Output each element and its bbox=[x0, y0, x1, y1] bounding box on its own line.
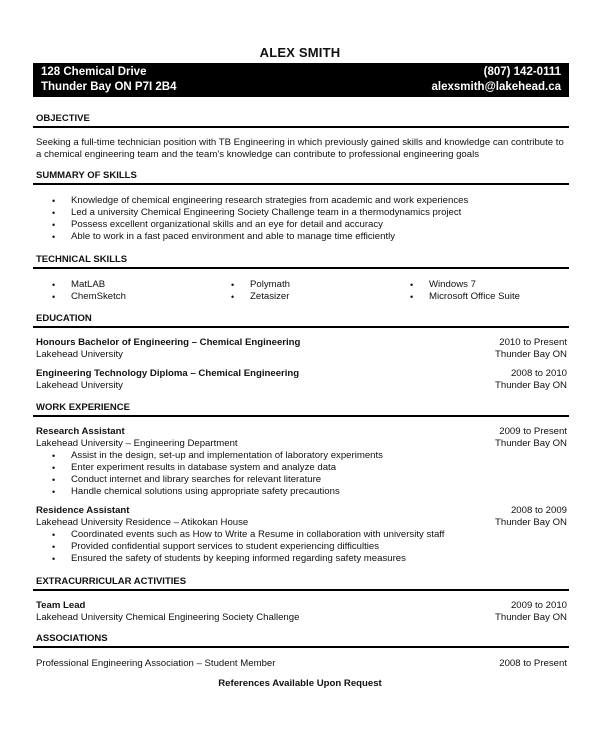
bullet-icon: • bbox=[410, 292, 414, 302]
degree-title: Honours Bachelor of Engineering – Chemical Engineering bbox=[36, 337, 301, 348]
bullet-icon: • bbox=[52, 475, 56, 485]
education-location: Thunder Bay ON bbox=[495, 380, 567, 391]
work-heading: WORK EXPERIENCE bbox=[36, 402, 130, 413]
job-role: Residence Assistant bbox=[36, 505, 130, 516]
section-divider bbox=[33, 415, 569, 417]
email-address: alexsmith@lakehead.ca bbox=[431, 81, 561, 93]
resume-page: ALEX SMITH 128 Chemical Drive Thunder Bay ON P7I 2B4 (807) 142-0111 alexsmith@lakehead.ca OBJECTIVE Seeking a full-time technician position with TB Engineering in which previously gained skills and knowledge can contribute to a chemical engineering team and the team’s knowledge can contribute to professional engineering goals SUMMARY OF SKILLS • Knowledge of chemical engineering research strategies from academic and work experiences • Led a university Chemical Engineering Society Challenge team in a thermodynamics project • Possess excellent organizational skills and an eye for detail and accuracy • Able to work in a fast paced environment and able to manage time efficiently TECHNICAL SKILLS • MatLAB • ChemSketch • Polymath • Zetasizer • Windows 7 • Microsoft Office Suite EDUCATION Honours Bachelor of Engineering – Chemical Engineering 2010 to Present Lakehead University Thunder Bay ON Engineering Technology Diploma – Chemical Engineering 2008 to 2010 Lakehead University Thunder Bay ON WORK EXPERIENCE Research Assistant 2009 to Present Lakehead University – Engineering Department Thunder Bay ON • Assist in the design, set-up and implementation of laboratory experiments • Enter experiment results in database system and analyze data • Conduct internet and library searches for relevant literature • Handle chemical solutions using appropriate safety precautions Residence Assistant 2008 to 2009 Lakehead University Residence – Atikokan House Thunder Bay ON • Coordinated events such as How to Write a Resume in collaboration with university staff • Provided confidential support services to student experiencing difficulties • Ensured the safety of students by keeping informed regarding safety measures EXTRACURRICULAR ACTIVITIES Team Lead 2009 to 2010 Lakehead University Chemical Engineering Society Challenge Thunder Bay ON ASSOCIATIONS Professional Engineering Association – Student Member 2008 to Present References Available Upon Request bbox=[0, 0, 600, 730]
bullet-icon: • bbox=[52, 220, 56, 230]
address-line-2: Thunder Bay ON P7I 2B4 bbox=[41, 81, 177, 93]
job-location: Thunder Bay ON bbox=[495, 517, 567, 528]
bullet-icon: • bbox=[52, 530, 56, 540]
job-location: Thunder Bay ON bbox=[495, 438, 567, 449]
school-name: Lakehead University bbox=[36, 349, 123, 360]
bullet-icon: • bbox=[52, 451, 56, 461]
bullet-icon: • bbox=[231, 292, 235, 302]
section-divider bbox=[33, 267, 569, 269]
summary-heading: SUMMARY OF SKILLS bbox=[36, 170, 137, 181]
section-divider bbox=[33, 589, 569, 591]
bullet-icon: • bbox=[231, 280, 235, 290]
section-divider bbox=[33, 646, 569, 648]
education-heading: EDUCATION bbox=[36, 313, 92, 324]
extracurricular-heading: EXTRACURRICULAR ACTIVITIES bbox=[36, 576, 187, 587]
bullet-icon: • bbox=[52, 208, 56, 218]
section-divider bbox=[33, 183, 569, 185]
section-divider bbox=[33, 126, 569, 128]
bullet-icon: • bbox=[52, 232, 56, 242]
job-dates: 2009 to Present bbox=[499, 426, 567, 437]
bullet-icon: • bbox=[410, 280, 414, 290]
job-role: Research Assistant bbox=[36, 426, 125, 437]
education-dates: 2010 to Present bbox=[499, 337, 567, 348]
bullet-icon: • bbox=[52, 280, 56, 290]
activity-role: Team Lead bbox=[36, 600, 86, 611]
candidate-name: ALEX SMITH bbox=[259, 45, 341, 60]
job-organization: Lakehead University – Engineering Department bbox=[36, 438, 238, 449]
section-divider bbox=[33, 326, 569, 328]
technical-heading: TECHNICAL SKILLS bbox=[36, 254, 128, 265]
bullet-icon: • bbox=[52, 487, 56, 497]
address-line-1: 128 Chemical Drive bbox=[41, 66, 147, 78]
bullet-icon: • bbox=[52, 554, 56, 564]
bullet-icon: • bbox=[52, 542, 56, 552]
association-dates: 2008 to Present bbox=[499, 658, 567, 669]
associations-heading: ASSOCIATIONS bbox=[36, 633, 108, 644]
bullet-icon: • bbox=[52, 463, 56, 473]
objective-text: Seeking a full-time technician position with TB Engineering in which previously gained skills and knowledge can contribute to a chemical engineering team and the team’s knowledge can contribute to professional engineering goals bbox=[36, 137, 564, 160]
association-entry: Professional Engineering Association – Student Member bbox=[36, 658, 276, 669]
objective-heading: OBJECTIVE bbox=[36, 113, 90, 124]
phone-number: (807) 142-0111 bbox=[483, 66, 561, 78]
education-location: Thunder Bay ON bbox=[495, 349, 567, 360]
job-dates: 2008 to 2009 bbox=[510, 505, 567, 516]
references-note: References Available Upon Request bbox=[218, 678, 382, 689]
activity-organization: Lakehead University Chemical Engineering Society Challenge bbox=[36, 612, 300, 623]
activity-dates: 2009 to 2010 bbox=[510, 600, 567, 611]
school-name: Lakehead University bbox=[36, 380, 123, 391]
bullet-icon: • bbox=[52, 292, 56, 302]
degree-title: Engineering Technology Diploma – Chemical Engineering bbox=[36, 368, 300, 379]
job-organization: Lakehead University Residence – Atikokan House bbox=[36, 517, 249, 528]
activity-location: Thunder Bay ON bbox=[495, 612, 567, 623]
education-dates: 2008 to 2010 bbox=[510, 368, 567, 379]
contact-bar bbox=[33, 63, 569, 97]
bullet-icon: • bbox=[52, 196, 56, 206]
